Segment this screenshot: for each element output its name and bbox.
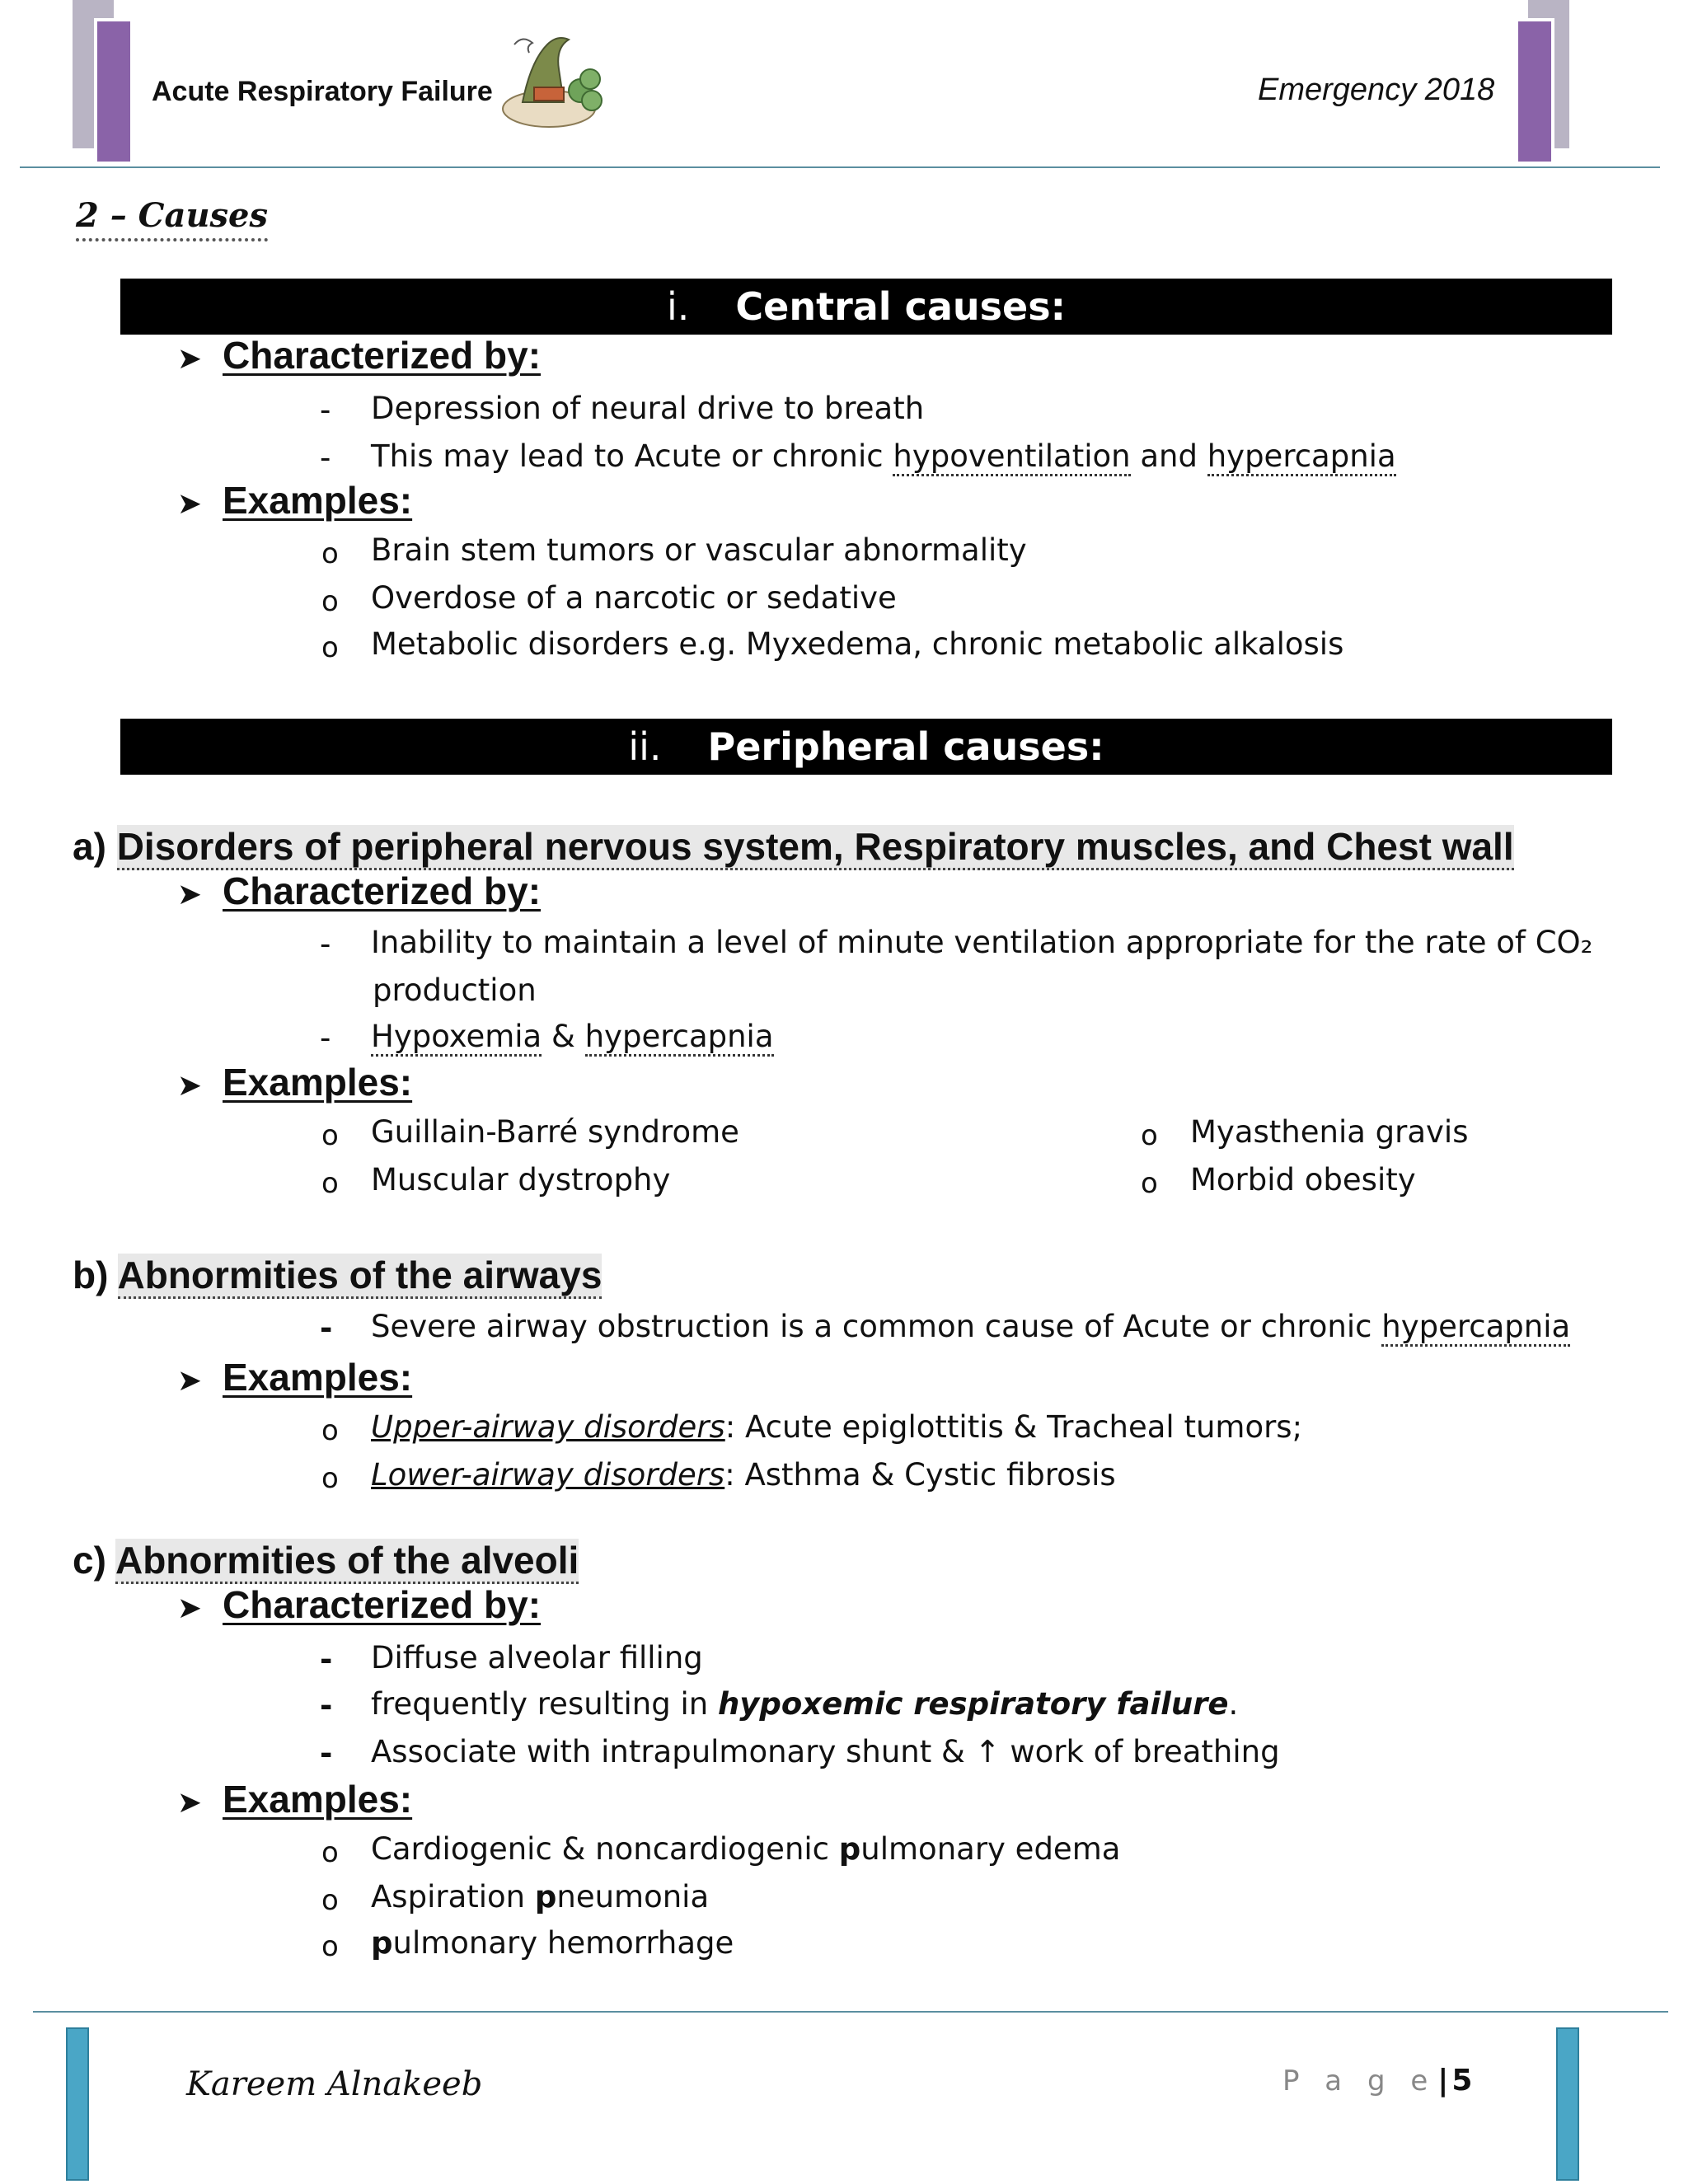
circle-bullet: o: [321, 631, 339, 664]
c-example-2: [371, 1879, 709, 1915]
arrow-icon: ➤: [176, 1068, 203, 1102]
peripheral-causes-title: Peripheral causes:: [707, 724, 1104, 769]
subsection-a-title: Disorders of peripheral nervous system, Respiratory muscles, and Chest wall: [117, 825, 1514, 870]
text-segment: : Acute epiglottitis & Tracheal tumors;: [724, 1409, 1303, 1445]
central-causes-title: Central causes:: [735, 284, 1067, 329]
page-label: P a g e: [1282, 2064, 1437, 2097]
page-number: 5: [1451, 2064, 1473, 2097]
text-segment: : Asthma & Cystic fibrosis: [724, 1457, 1116, 1493]
emphasis-p: p: [838, 1831, 861, 1867]
c-char-item-1: Diffuse alveolar filling: [371, 1640, 703, 1675]
dash-bullet: -: [320, 392, 331, 428]
subsection-a-label: a): [73, 825, 106, 868]
c-char-item-3: Associate with intrapulmonary shunt & ↑ work of breathing: [371, 1734, 1280, 1769]
term-hypercapnia: hypercapnia: [1207, 438, 1396, 476]
footer-deco-left: [66, 2027, 89, 2181]
central-example-1: Brain stem tumors or vascular abnormality: [371, 532, 1027, 568]
c-example-3: [371, 1925, 734, 1961]
a-example-left-1: Guillain-Barré syndrome: [371, 1114, 739, 1150]
central-causes-bar: [120, 279, 1612, 335]
b-item: [371, 1309, 1570, 1344]
a-char-item-2: [371, 1019, 774, 1054]
circle-bullet: o: [1141, 1119, 1158, 1152]
text-segment: neumonia: [556, 1879, 710, 1915]
c-examples-heading: Examples:: [223, 1778, 413, 1821]
text-segment: Aspiration: [371, 1879, 535, 1915]
text-segment: Cardiogenic & noncardiogenic: [371, 1831, 839, 1867]
a-char-item-1-line1: Inability to maintain a level of minute ventilation appropriate for the rate of CO₂: [371, 925, 1593, 960]
central-examples-heading: Examples:: [223, 479, 413, 522]
dash-bullet: -: [320, 440, 331, 476]
circle-bullet: o: [1141, 1167, 1158, 1200]
circle-bullet: o: [321, 537, 339, 570]
a-char-item-1-line2: production: [373, 972, 537, 1008]
header-right-title: Emergency 2018: [1258, 73, 1495, 107]
c-example-1: [371, 1831, 1120, 1867]
subsection-b-label: b): [73, 1254, 109, 1296]
term-hypercapnia: hypercapnia: [1381, 1309, 1570, 1347]
arrow-icon: ➤: [176, 877, 203, 911]
arrow-icon: ➤: [176, 1363, 203, 1397]
circle-bullet: o: [321, 585, 339, 618]
header-rule: [20, 166, 1660, 168]
dash-bullet: -: [320, 1020, 331, 1056]
arrow-icon: ➤: [176, 341, 203, 375]
central-char-item-1: Depression of neural drive to breath: [371, 391, 925, 426]
circle-bullet: o: [321, 1462, 339, 1495]
circle-bullet: o: [321, 1167, 339, 1200]
upper-airway-label: Upper-airway disorders: [371, 1409, 725, 1445]
footer-rule: [33, 2011, 1668, 2013]
subsection-c-heading: [73, 1538, 579, 1582]
b-examples-heading: Examples:: [223, 1356, 413, 1399]
peripheral-causes-num: ii.: [628, 724, 662, 769]
subsection-b-heading: [73, 1253, 602, 1297]
circle-bullet: o: [321, 1119, 339, 1152]
lower-airway-label: Lower-airway disorders: [371, 1457, 725, 1493]
arrow-icon: ➤: [176, 1591, 203, 1624]
dash-bullet: -: [320, 1688, 333, 1723]
arrow-icon: ➤: [176, 1785, 203, 1819]
a-example-right-2: Morbid obesity: [1190, 1162, 1416, 1197]
b-example-2: [371, 1457, 1116, 1493]
emphasis-p: p: [534, 1879, 557, 1915]
central-char-item-2: [371, 438, 1396, 474]
header-deco-left-grey-top: [73, 0, 114, 18]
circle-bullet: o: [321, 1836, 339, 1869]
header-deco-right-purple: [1515, 18, 1554, 165]
a-example-right-1: Myasthenia gravis: [1190, 1114, 1469, 1150]
text-segment: &: [542, 1019, 585, 1054]
emphasis-p: p: [371, 1925, 393, 1961]
peripheral-causes-bar: [120, 719, 1612, 775]
header-deco-left-purple: [94, 18, 134, 165]
footer-author: Kareem Alnakeeb: [186, 2065, 483, 2103]
emphasis-hypoxemic-failure: hypoxemic respiratory failure: [717, 1686, 1229, 1722]
footer-deco-right: [1556, 2027, 1579, 2181]
circle-bullet: o: [321, 1414, 339, 1447]
text-segment: This may lead to Acute or chronic: [371, 438, 893, 474]
c-characterized-heading: Characterized by:: [223, 1583, 542, 1626]
term-hypoxemia: Hypoxemia: [371, 1019, 542, 1057]
text-segment: .: [1228, 1686, 1239, 1722]
text-segment: and: [1130, 438, 1207, 474]
header-title: Acute Respiratory Failure: [152, 76, 493, 107]
subsection-c-title: Abnormities of the alveoli: [115, 1539, 579, 1584]
dash-bullet: -: [320, 1642, 333, 1677]
subsection-a-heading: [73, 824, 1514, 869]
term-hypoventilation: hypoventilation: [893, 438, 1130, 476]
central-causes-num: i.: [666, 284, 690, 329]
dash-bullet: -: [320, 926, 331, 962]
circle-bullet: o: [321, 1884, 339, 1917]
term-hypercapnia: hypercapnia: [585, 1019, 774, 1057]
arrow-icon: ➤: [176, 486, 203, 520]
page-indicator: [1282, 2064, 1472, 2097]
page-separator: |: [1437, 2064, 1449, 2097]
circle-bullet: o: [321, 1930, 339, 1963]
dash-bullet: -: [320, 1736, 333, 1771]
subsection-c-label: c): [73, 1539, 106, 1582]
central-characterized-heading: Characterized by:: [223, 334, 542, 377]
a-examples-heading: Examples:: [223, 1061, 413, 1104]
subsection-b-title: Abnormities of the airways: [118, 1254, 603, 1299]
section-title: 2 – Causes: [76, 196, 268, 241]
witch-hat-clover-icon: [498, 20, 605, 135]
text-segment: ulmonary hemorrhage: [392, 1925, 734, 1961]
central-example-2: Overdose of a narcotic or sedative: [371, 580, 897, 616]
text-segment: ulmonary edema: [860, 1831, 1121, 1867]
text-segment: Severe airway obstruction is a common cause of Acute or chronic: [371, 1309, 1382, 1344]
c-char-item-2: [371, 1686, 1238, 1722]
b-example-1: [371, 1409, 1302, 1445]
text-segment: frequently resulting in: [371, 1686, 718, 1722]
central-example-3: Metabolic disorders e.g. Myxedema, chronic metabolic alkalosis: [371, 626, 1344, 662]
a-characterized-heading: Characterized by:: [223, 869, 542, 912]
a-example-left-2: Muscular dystrophy: [371, 1162, 671, 1197]
dash-bullet: -: [320, 1310, 333, 1346]
